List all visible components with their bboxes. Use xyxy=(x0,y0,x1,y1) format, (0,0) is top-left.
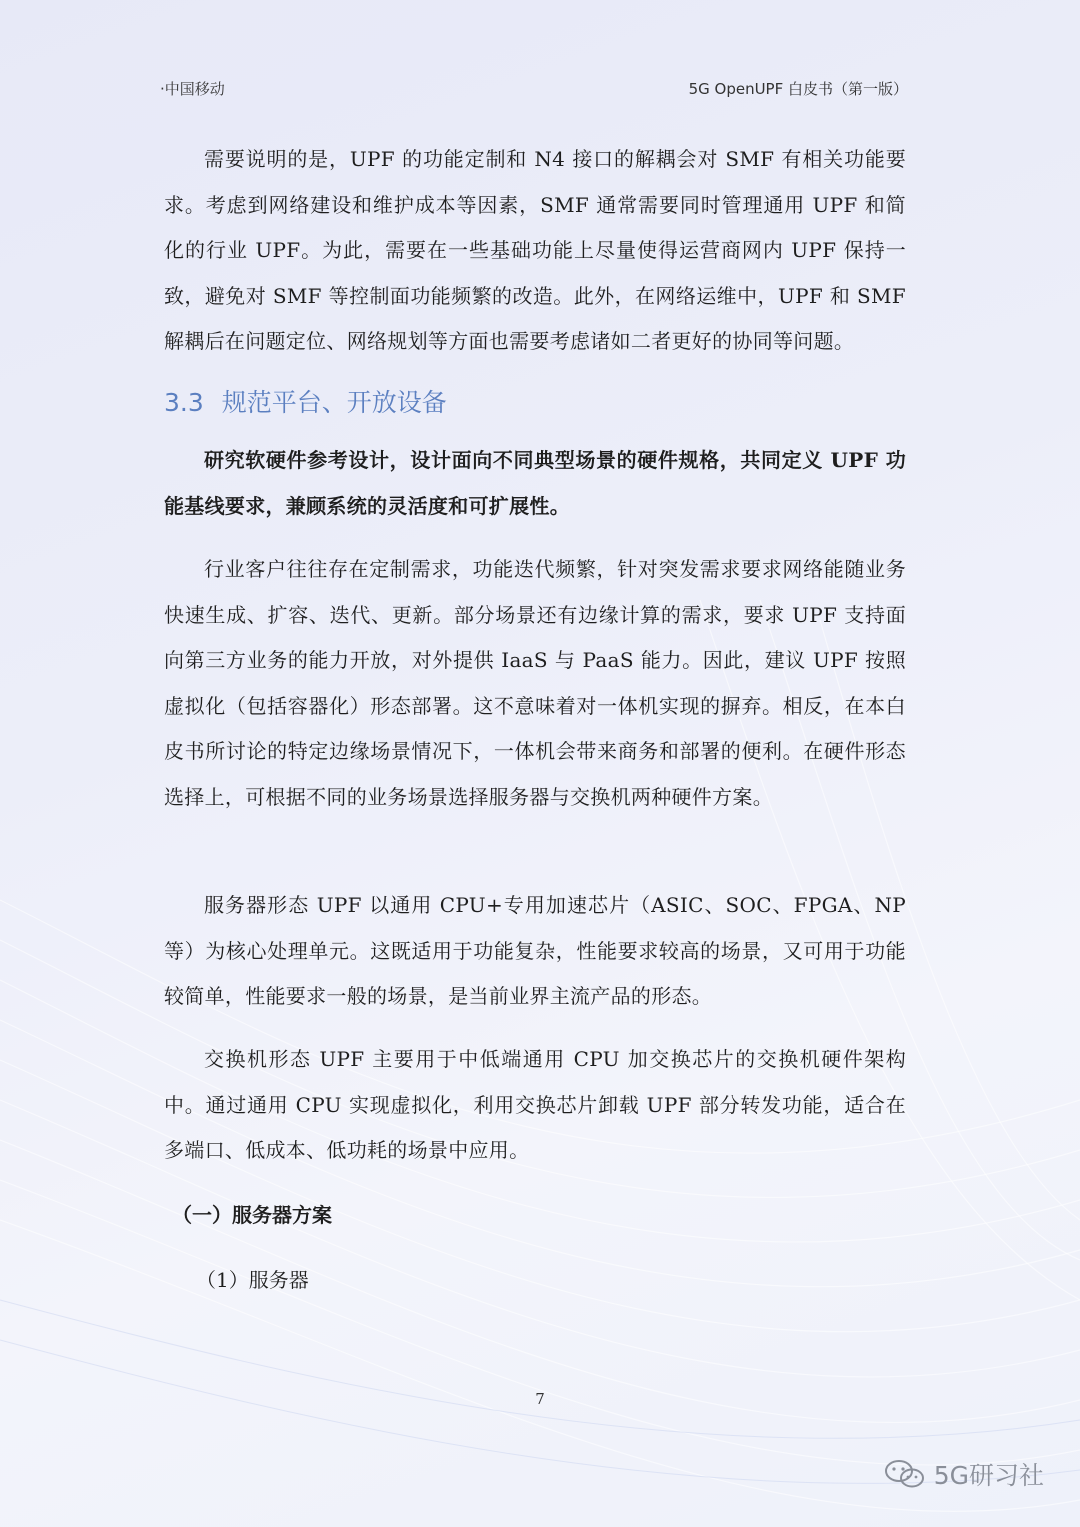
subheading-server-solution: （一）服务器方案 xyxy=(172,1203,332,1227)
paragraph-smf-requirements: 需要说明的是，UPF 的功能定制和 N4 接口的解耦会对 SMF 有相关功能要求。考虑到网络建设和维护成本等因素，SMF 通常需要同时管理通用 UPF 和简化的行业 UPF。为此，需要在一些基础功能上尽量使得运营商网内 UPF 保持一致，避免对 SMF 等控制面功能频繁的改造。此外，在网络运维中，UPF 和 SMF 解耦后在问题定位、网络规划等方面也需要考虑诸如二者更好的协同等问题。 xyxy=(164,147,906,353)
header-org: ·中国移动 xyxy=(160,80,225,98)
header-doc-title: 5G OpenUPF 白皮书（第一版） xyxy=(688,80,908,98)
subheading-server: （1）服务器 xyxy=(196,1268,309,1292)
paragraph-switch-upf: 交换机形态 UPF 主要用于中低端通用 CPU 加交换芯片的交换机硬件架构中。通过通用 CPU 实现虚拟化，利用交换芯片卸载 UPF 部分转发功能，适合在多端口、低成本、低功耗的场景中应用。 xyxy=(164,1047,906,1162)
paragraph-key-point: 研究软硬件参考设计，设计面向不同典型场景的硬件规格，共同定义 UPF 功能基线要求，兼顾系统的灵活度和可扩展性。 xyxy=(164,448,906,518)
section-heading xyxy=(164,383,447,419)
paragraph-server-upf: 服务器形态 UPF 以通用 CPU+专用加速芯片（ASIC、SOC、FPGA、NP 等）为核心处理单元。这既适用于功能复杂，性能要求较高的场景，又可用于功能较简单，性能要求一般的场景，是当前业界主流产品的形态。 xyxy=(164,893,906,1008)
section-title: 规范平台、开放设备 xyxy=(221,388,447,417)
wechat-icon xyxy=(884,1459,926,1489)
watermark-text: 5G研习社 xyxy=(933,1461,1044,1490)
watermark xyxy=(884,1456,1044,1492)
paragraph-industry-customers: 行业客户往往存在定制需求，功能迭代频繁，针对突发需求要求网络能随业务快速生成、扩容、迭代、更新。部分场景还有边缘计算的需求，要求 UPF 支持面向第三方业务的能力开放，对外提供 IaaS 与 PaaS 能力。因此，建议 UPF 按照虚拟化（包括容器化）形态部署。这不意味着对一体机实现的摒弃。相反，在本白皮书所讨论的特定边缘场景情况下，一体机会带来商务和部署的便利。在硬件形态选择上，可根据不同的业务场景选择服务器与交换机两种硬件方案。 xyxy=(164,557,906,809)
page-number: 7 xyxy=(535,1390,545,1408)
section-number: 3.3 xyxy=(164,388,204,417)
